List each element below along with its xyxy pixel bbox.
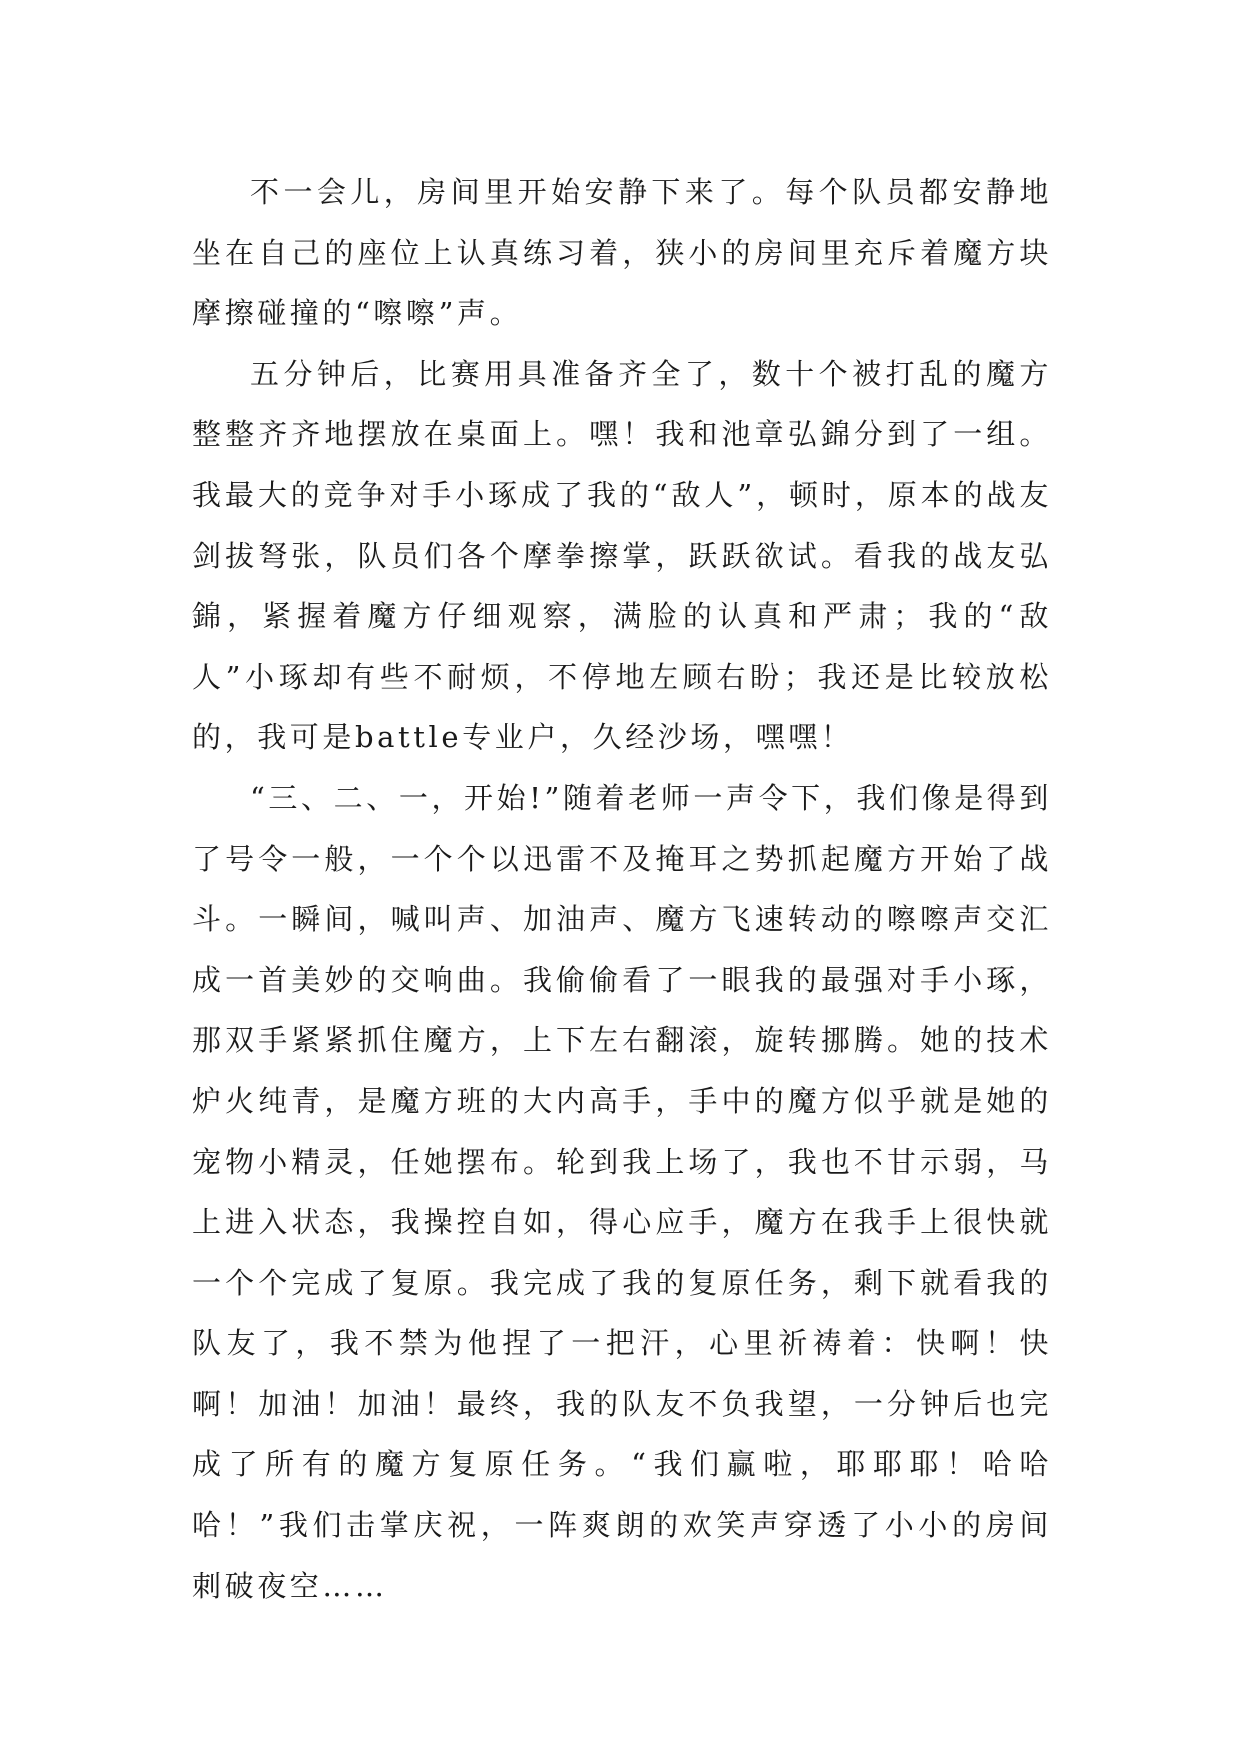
paragraph-3: “三、二、一，开始!”随着老师一声令下，我们像是得到了号令一般，一个个以迅雷不及掩耳之势抓起魔方开始了战斗。一瞬间，喊叫声、加油声、魔方飞速转动的嚓嚓声交汇成一首美妙的交响曲。我偷偷看了一眼我的最强对手小琢，那双手紧紧抓住魔方，上下左右翻滚，旋转挪腾。她的技术炉火纯青，是魔方班的大内高手，手中的魔方似乎就是她的宠物小精灵，任她摆布。轮到我上场了，我也不甘示弱，马上进入状态，我操控自如，得心应手，魔方在我手上很快就一个个完成了复原。我完成了我的复原任务，剩下就看我的队友了，我不禁为他捏了一把汗，心里祈祷着：快啊！快啊！加油！加油！最终，我的队友不负我望，一分钟后也完成了所有的魔方复原任务。“我们赢啦，耶耶耶！哈哈哈！”我们击掌庆祝，一阵爽朗的欢笑声穿透了小小的房间刺破夜空…… — [192, 780, 1052, 1603]
document-body — [192, 162, 1052, 1616]
paragraph-1: 不一会儿，房间里开始安静下来了。每个队员都安静地坐在自己的座位上认真练习着，狭小的房间里充斥着魔方块摩擦碰撞的“嚓嚓”声。 — [192, 175, 1052, 331]
paragraph-2: 五分钟后，比赛用具准备齐全了，数十个被打乱的魔方整整齐齐地摆放在桌面上。嘿！我和池章弘錦分到了一组。我最大的竞争对手小琢成了我的“敌人”，顿时，原本的战友剑拔弩张，队员们各个摩拳擦掌，跃跃欲试。看我的战友弘錦，紧握着魔方仔细观察，满脸的认真和严肃；我的“敌人”小琢却有些不耐烦，不停地左顾右盼；我还是比较放松的，我可是battle专业户，久经沙场，嘿嘿！ — [192, 356, 1052, 755]
